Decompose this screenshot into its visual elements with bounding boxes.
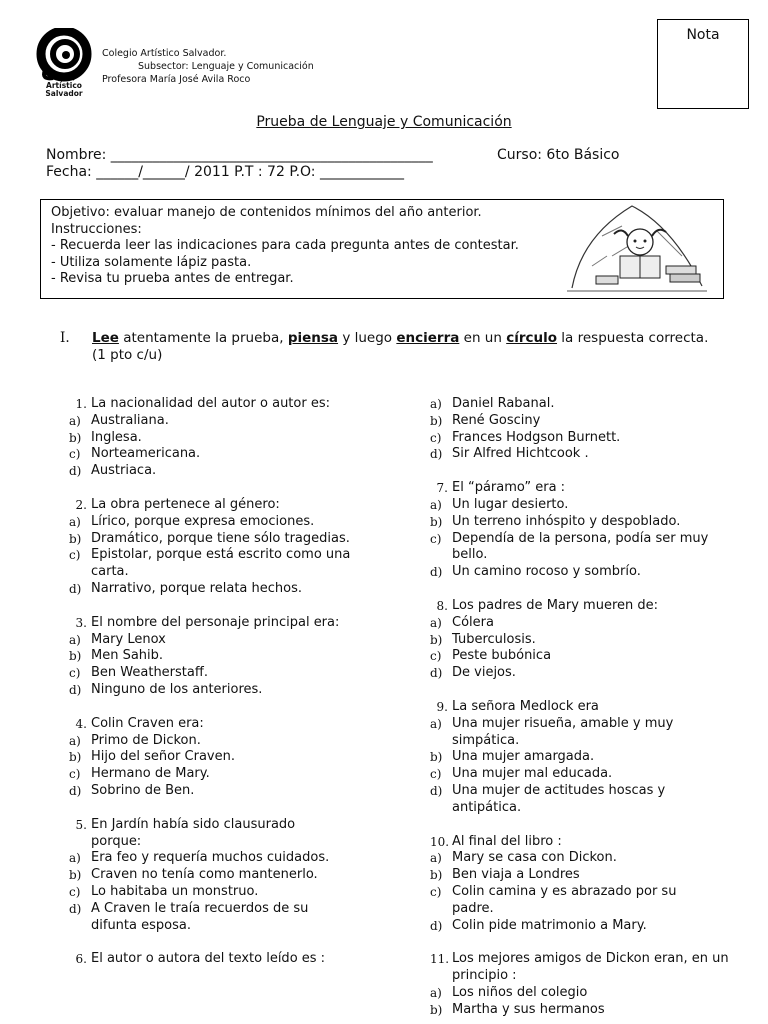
answer-option[interactable]: a) Daniel Rabanal. — [430, 396, 555, 411]
reading-girl-illustration — [562, 196, 710, 298]
answer-option[interactable]: c) Lo habitaba un monstruo. — [69, 883, 259, 899]
answer-option[interactable]: b) Ben viaja a Londres — [430, 867, 580, 883]
answer-option[interactable]: a) Mary se casa con Dickon. — [430, 850, 617, 866]
question: 8. Los padres de Mary mueren de: — [436, 597, 659, 613]
question: 3. El nombre del personaje principal era: — [75, 614, 340, 630]
answer-option[interactable]: d) Ninguno de los anteriores. — [69, 681, 263, 697]
answer-option[interactable]: a) Cólera — [430, 614, 494, 630]
answer-option[interactable]: c) Ben Weatherstaff. — [69, 665, 208, 681]
answer-option[interactable]: b) Martha y sus hermanos — [430, 1001, 605, 1017]
answer-option[interactable]: a) Mary Lenox — [69, 631, 166, 647]
answer-option[interactable]: d) Sobrino de Ben. — [69, 782, 195, 798]
answer-option[interactable]: b) Craven no tenía como mantenerlo. — [69, 867, 318, 883]
logo-caption — [33, 82, 95, 98]
answer-option[interactable]: d) Narrativo, porque relata hechos. — [69, 580, 302, 596]
logo-line-2: Salvador — [45, 89, 83, 98]
left-column — [69, 396, 369, 968]
section-number: I. — [60, 330, 70, 346]
date-line[interactable]: Fecha: ______/______/ 2011 P.T : 72 P.O: ____________ — [46, 164, 404, 180]
question: 1. La nacionalidad del autor o autor es: — [75, 396, 330, 411]
question: 10. Al final del libro : — [430, 833, 562, 849]
answer-option[interactable]: b) Un terreno inhóspito y despoblado. — [430, 513, 681, 529]
answer-option[interactable]: b) Men Sahib. — [69, 648, 164, 664]
answer-option[interactable]: d) Un camino rocoso y sombrío. — [430, 564, 641, 580]
answer-option[interactable]: a) Australiana. — [69, 412, 169, 428]
answer-option[interactable]: c) Frances Hodgson Burnett. — [430, 429, 621, 445]
answer-option[interactable]: b) René Gosciny — [430, 412, 541, 428]
answer-option[interactable]: d) A Craven le traía recuerdos de su difunta esposa. — [69, 900, 309, 933]
answer-option[interactable]: c) Epistolar, porque está escrito como una carta. — [69, 547, 351, 580]
right-column — [430, 396, 729, 1019]
course-label: Curso: 6to Básico — [497, 147, 620, 163]
instructions-label: Instrucciones: — [51, 221, 142, 237]
answer-option[interactable]: c) Una mujer mal educada. — [430, 766, 613, 782]
subsector: Subsector: Lenguaje y Comunicación — [138, 61, 314, 72]
name-line[interactable]: Nombre: ______________________________________________ — [46, 147, 433, 163]
question: 4. Colin Craven era: — [75, 715, 204, 731]
answer-option[interactable]: a) Los niños del colegio — [430, 984, 588, 1000]
grade-box[interactable] — [657, 19, 749, 109]
page-title: Prueba de Lenguaje y Comunicación — [256, 114, 512, 130]
answer-option[interactable]: b) Una mujer amargada. — [430, 749, 595, 765]
answer-option[interactable]: c) Peste bubónica — [430, 648, 552, 664]
answer-option[interactable]: c) Norteamericana. — [69, 446, 201, 462]
answer-option[interactable]: d) Colin pide matrimonio a Mary. — [430, 917, 647, 933]
question: 7. El “páramo” era : — [436, 480, 566, 496]
teacher: Profesora María José Avila Roco — [102, 74, 251, 85]
answer-option[interactable]: a) Era feo y requería muchos cuidados. — [69, 850, 330, 866]
instruction-item: - Utiliza solamente lápiz pasta. — [51, 254, 252, 270]
objective-text: Objetivo: evaluar manejo de contenidos mínimos del año anterior. — [51, 205, 482, 220]
answer-option[interactable]: c) Colin camina y es abrazado por su padre. — [430, 883, 677, 916]
answer-option[interactable]: d) Sir Alfred Hichtcook . — [430, 446, 589, 462]
logo-line-1: Artístico — [46, 81, 82, 90]
answer-option[interactable]: a) Un lugar desierto. — [430, 496, 569, 512]
question: 2. La obra pertenece al género: — [75, 496, 280, 512]
question: 11. Los mejores amigos de Dickon eran, en un principio : — [430, 951, 729, 984]
instruction-item: - Recuerda leer las indicaciones para cada pregunta antes de contestar. — [51, 238, 519, 253]
answer-option[interactable]: d) Austriaca. — [69, 463, 157, 479]
answer-option[interactable]: d) De viejos. — [430, 665, 516, 681]
school-logo — [33, 28, 95, 112]
answer-option[interactable]: a) Una mujer risueña, amable y muy simpática. — [430, 715, 674, 748]
school-name: Colegio Artístico Salvador. — [102, 48, 227, 59]
answer-option[interactable]: d) Una mujer de actitudes hoscas y antipática. — [430, 782, 666, 815]
section-instruction: I. Lee atentamente la prueba, piensa y luego encierra en un círculo la respuesta correcta. (1 pto c/u) — [60, 330, 709, 363]
question: 5. En Jardín había sido clausurado porque: — [75, 816, 296, 849]
grade-label: Nota — [686, 27, 720, 43]
answer-option[interactable]: c) Dependía de la persona, podía ser muy bello. — [430, 530, 709, 563]
school-info — [102, 47, 314, 86]
answer-option[interactable]: b) Tuberculosis. — [430, 631, 536, 647]
answer-option[interactable]: b) Hijo del señor Craven. — [69, 749, 235, 765]
instruction-item: - Revisa tu prueba antes de entregar. — [51, 271, 294, 286]
answer-option[interactable]: c) Hermano de Mary. — [69, 766, 210, 782]
question: 9. La señora Medlock era — [436, 698, 599, 714]
question: 6. El autor o autora del texto leído es : — [75, 951, 326, 967]
answer-option[interactable]: a) Lírico, porque expresa emociones. — [69, 513, 315, 529]
answer-option[interactable]: a) Primo de Dickon. — [69, 732, 201, 748]
answer-option[interactable]: b) Inglesa. — [69, 429, 142, 445]
answer-option[interactable]: b) Dramático, porque tiene sólo tragedias. — [69, 530, 350, 546]
